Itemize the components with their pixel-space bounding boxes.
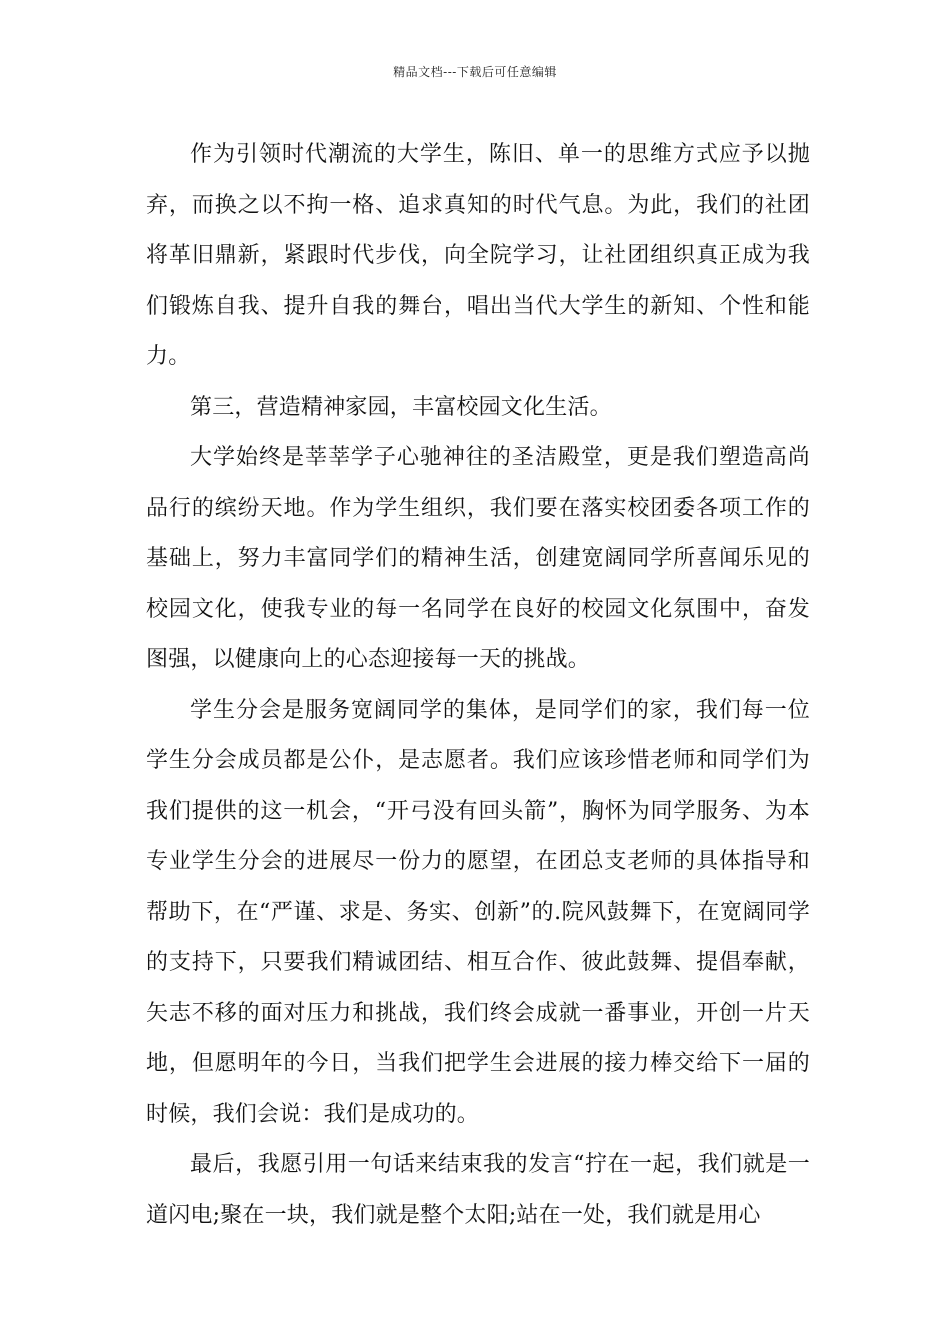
paragraph: 学生分会是服务宽阔同学的集体，是同学们的家，我们每一位学生分会成员都是公仆，是志愿者。我们应该珍惜老师和同学们为我们提供的这一机会，“开弓没有回头箭”，胸怀为同学服务、为本专业学生分会的进展尽一份力的愿望，在团总支老师的具体指导和帮助下，在“严谨、求是、务实、创新”的.院风鼓舞下，在宽阔同学的支持下，只要我们精诚团结、相互合作、彼此鼓舞、提倡奉献，矢志不移的面对压力和挑战，我们终会成就一番事业，开创一片天地，但愿明年的今日，当我们把学生会进展的接力棒交给下一届的时候，我们会说：我们是成功的。 (146, 697, 810, 1127)
page-header: 精品文档---下载后可任意编辑 (393, 65, 557, 79)
paragraph: 大学始终是莘莘学子心驰神往的圣洁殿堂，更是我们塑造高尚品行的缤纷天地。作为学生组织，我们要在落实校团委各项工作的基础上，努力丰富同学们的精神生活，创建宽阔同学所喜闻乐见的校园文化，使我专业的每一名同学在良好的校园文化氛围中，奋发图强，以健康向上的心态迎接每一天的挑战。 (146, 445, 810, 672)
paragraph: 作为引领时代潮流的大学生，陈旧、单一的思维方式应予以抛弃，而换之以不拘一格、追求真知的时代气息。为此，我们的社团将革旧鼎新，紧跟时代步伐，向全院学习，让社团组织真正成为我们锻炼自我、提升自我的舞台，唱出当代大学生的新知、个性和能力。 (146, 142, 810, 369)
paragraph: 最后，我愿引用一句话来结束我的发言“拧在一起，我们就是一道闪电;聚在一块，我们就是整个太阳;站在一处，我们就是用心 (146, 1152, 810, 1228)
document-body (146, 130, 810, 1241)
paragraph: 第三，营造精神家园，丰富校园文化生活。 (190, 394, 612, 420)
